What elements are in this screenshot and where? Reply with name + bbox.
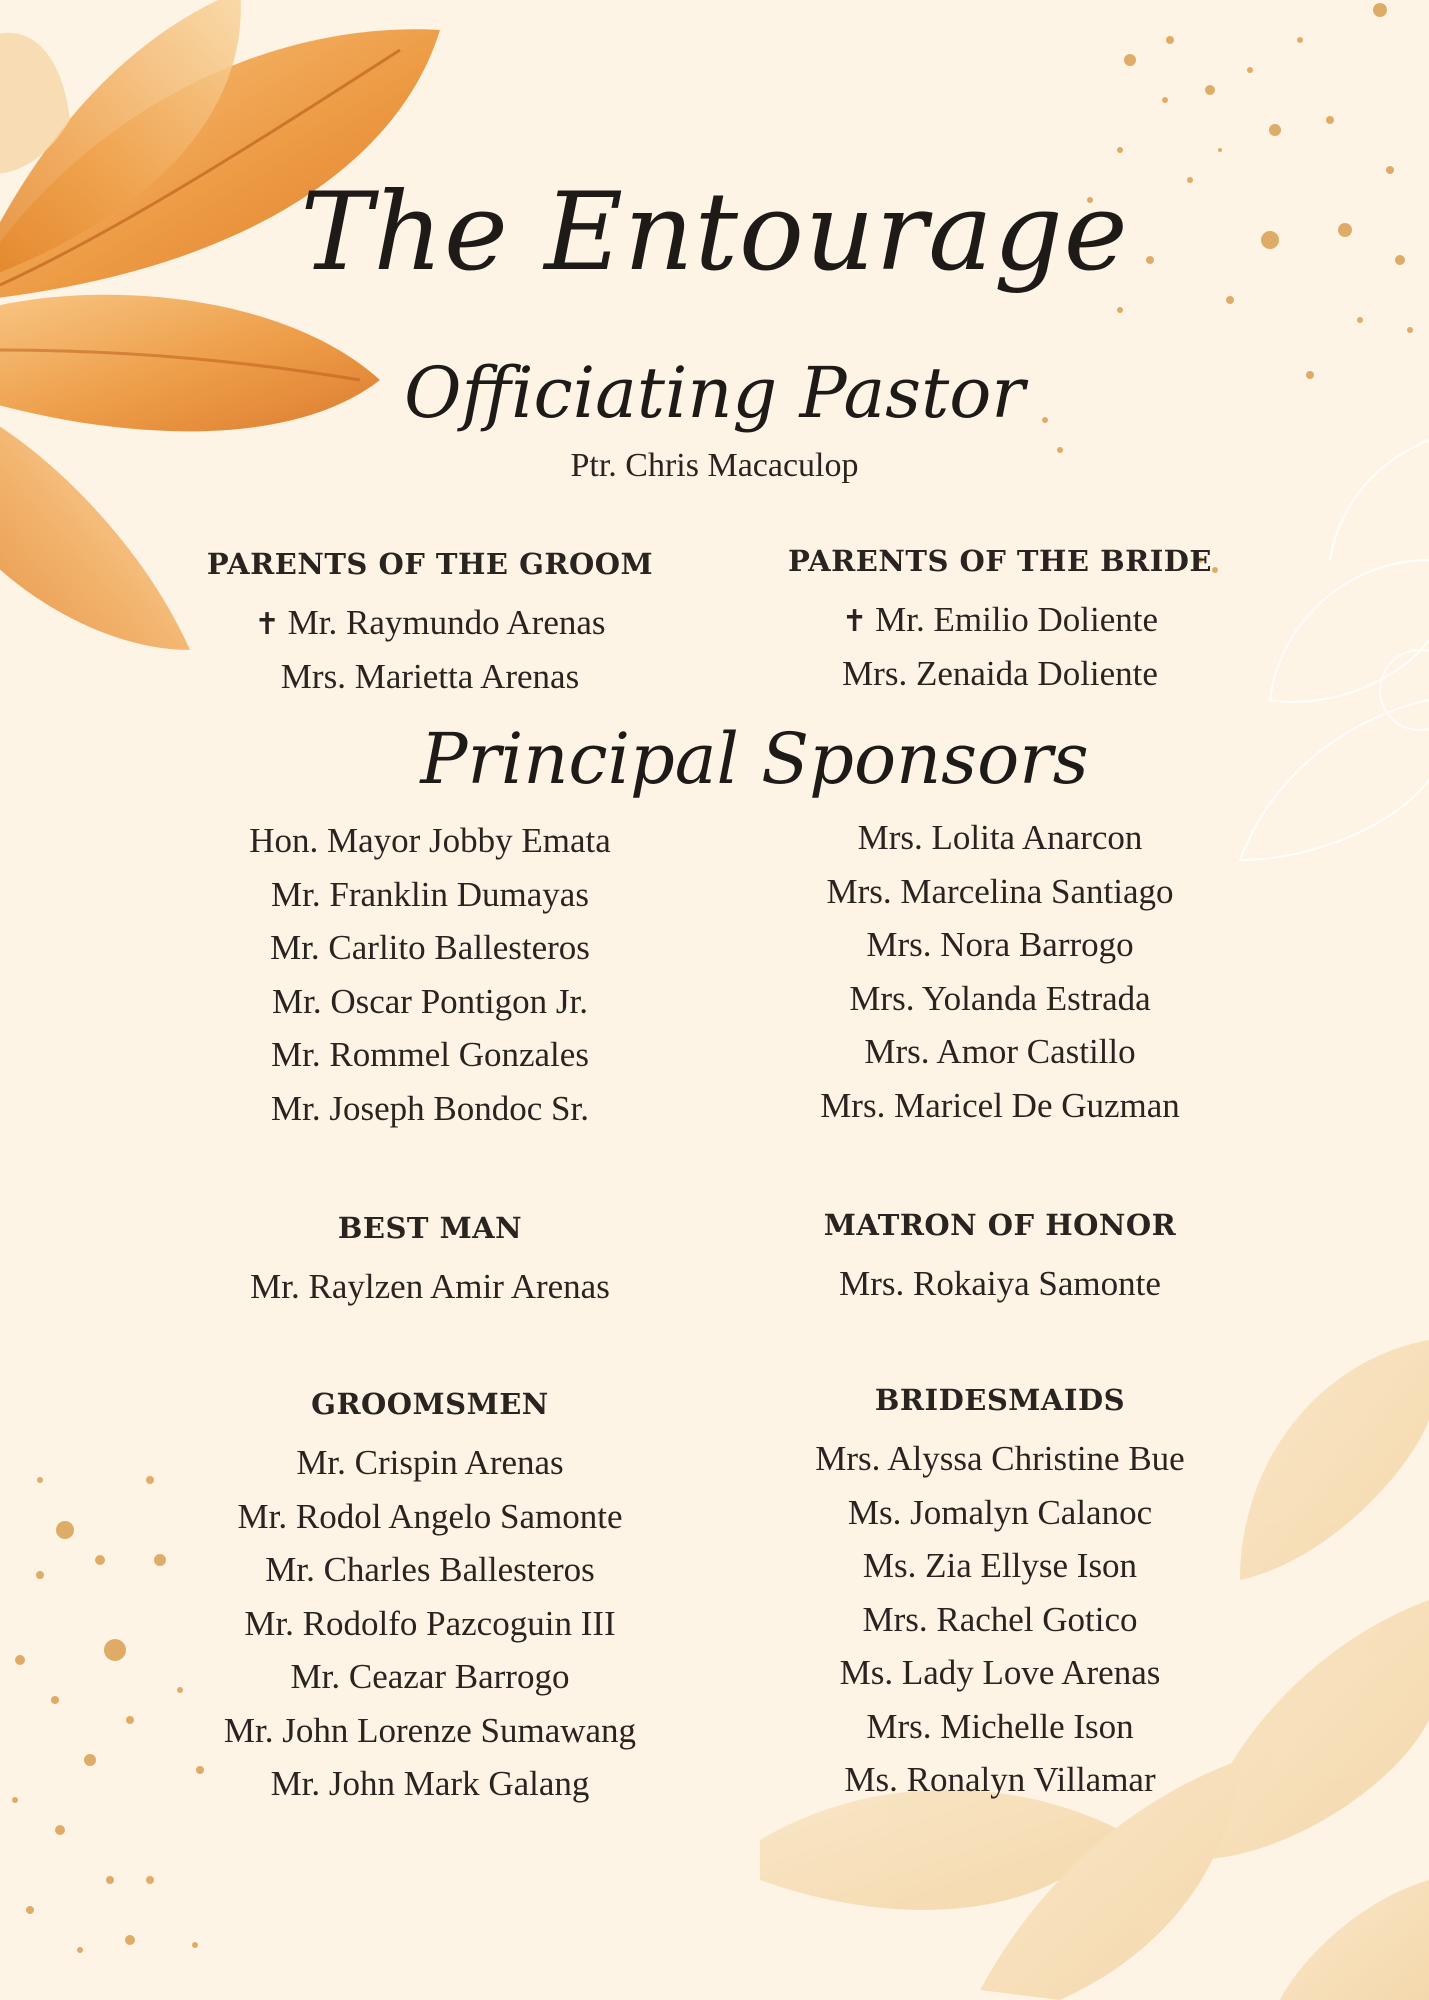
list-item: Ms. Jomalyn Calanoc	[847, 1492, 1153, 1532]
list-item: Mr. Charles Ballesteros	[265, 1550, 595, 1589]
list-item: ✝ Mr. Raymundo Arenas	[130, 596, 730, 650]
list-item: Mrs. Yolanda Estrada	[849, 978, 1151, 1018]
list-item: Mr. Ceazar Barrogo	[290, 1657, 570, 1696]
officiating-pastor-name: Ptr. Chris Macaculop	[570, 447, 859, 484]
list-item: Mr. Rodol Angelo Samonte	[237, 1496, 623, 1536]
leaf	[1280, 1880, 1429, 2000]
list-item: Mrs. Rokaiya Samonte	[839, 1264, 1161, 1303]
list-item: Mrs. Michelle Ison	[866, 1706, 1134, 1746]
principal-sponsors-right	[700, 811, 1300, 1132]
groomsmen-section	[130, 1382, 730, 1811]
list-item: Mr. Crispin Arenas	[296, 1443, 564, 1482]
list-item: Mr. Franklin Dumayas	[271, 874, 589, 914]
list-item: Hon. Mayor Jobby Emata	[249, 821, 611, 860]
list-item: Mr. John Lorenze Sumawang	[223, 1710, 637, 1750]
bridesmaids-section	[700, 1378, 1300, 1807]
section-heading: BEST MAN	[337, 1211, 523, 1245]
list-item: Mrs. Marcelina Santiago	[826, 871, 1174, 911]
list-item: Mr. Rommel Gonzales	[271, 1035, 589, 1074]
list-item: Mrs. Lolita Anarcon	[857, 818, 1143, 857]
cross-icon: ✝	[841, 605, 868, 638]
section-heading: PARENTS OF THE GROOM	[206, 547, 654, 581]
section-heading: GROOMSMEN	[311, 1387, 549, 1421]
list-item: Mr. Carlito Ballesteros	[270, 928, 590, 967]
principal-sponsors-left	[130, 814, 730, 1135]
section-heading: MATRON OF HONOR	[823, 1208, 1177, 1242]
list-item: Ms. Ronalyn Villamar	[844, 1760, 1156, 1799]
list-item: Mr. Oscar Pontigon Jr.	[272, 981, 588, 1021]
principal-sponsors-title: Principal Sponsors	[420, 718, 1089, 800]
list-item: Mrs. Rachel Gotico	[862, 1599, 1138, 1639]
list-item: Mrs. Alyssa Christine Bue	[815, 1439, 1185, 1478]
list-item: Mrs. Marietta Arenas	[280, 656, 580, 696]
best-man-section	[130, 1206, 730, 1314]
section-heading: PARENTS OF THE BRIDE	[787, 544, 1213, 578]
list-item: Mrs. Nora Barrogo	[866, 925, 1134, 964]
parents-of-groom-section	[130, 542, 730, 703]
cross-icon: ✝	[254, 608, 280, 641]
officiating-pastor-title: Officiating Pastor	[404, 352, 1025, 434]
list-item: Mr. Raylzen Amir Arenas	[250, 1267, 610, 1306]
parents-of-bride-section	[700, 539, 1300, 700]
matron-of-honor-section	[700, 1203, 1300, 1311]
list-item: Ms. Zia Ellyse Ison	[862, 1546, 1138, 1585]
list-item: Mrs. Maricel De Guzman	[820, 1085, 1180, 1125]
list-item: Mr. Rodolfo Pazcoguin III	[244, 1603, 616, 1643]
list-item: Mrs. Amor Castillo	[864, 1032, 1136, 1071]
list-item: Mrs. Zenaida Doliente	[842, 653, 1158, 693]
list-item: ✝ Mr. Emilio Doliente	[700, 593, 1300, 647]
page-title: The Entourage	[300, 170, 1129, 295]
section-heading: BRIDESMAIDS	[874, 1383, 1126, 1417]
list-item: Mr. Joseph Bondoc Sr.	[271, 1088, 589, 1128]
list-item: Mr. John Mark Galang	[270, 1764, 590, 1803]
list-item: Ms. Lady Love Arenas	[839, 1653, 1161, 1692]
